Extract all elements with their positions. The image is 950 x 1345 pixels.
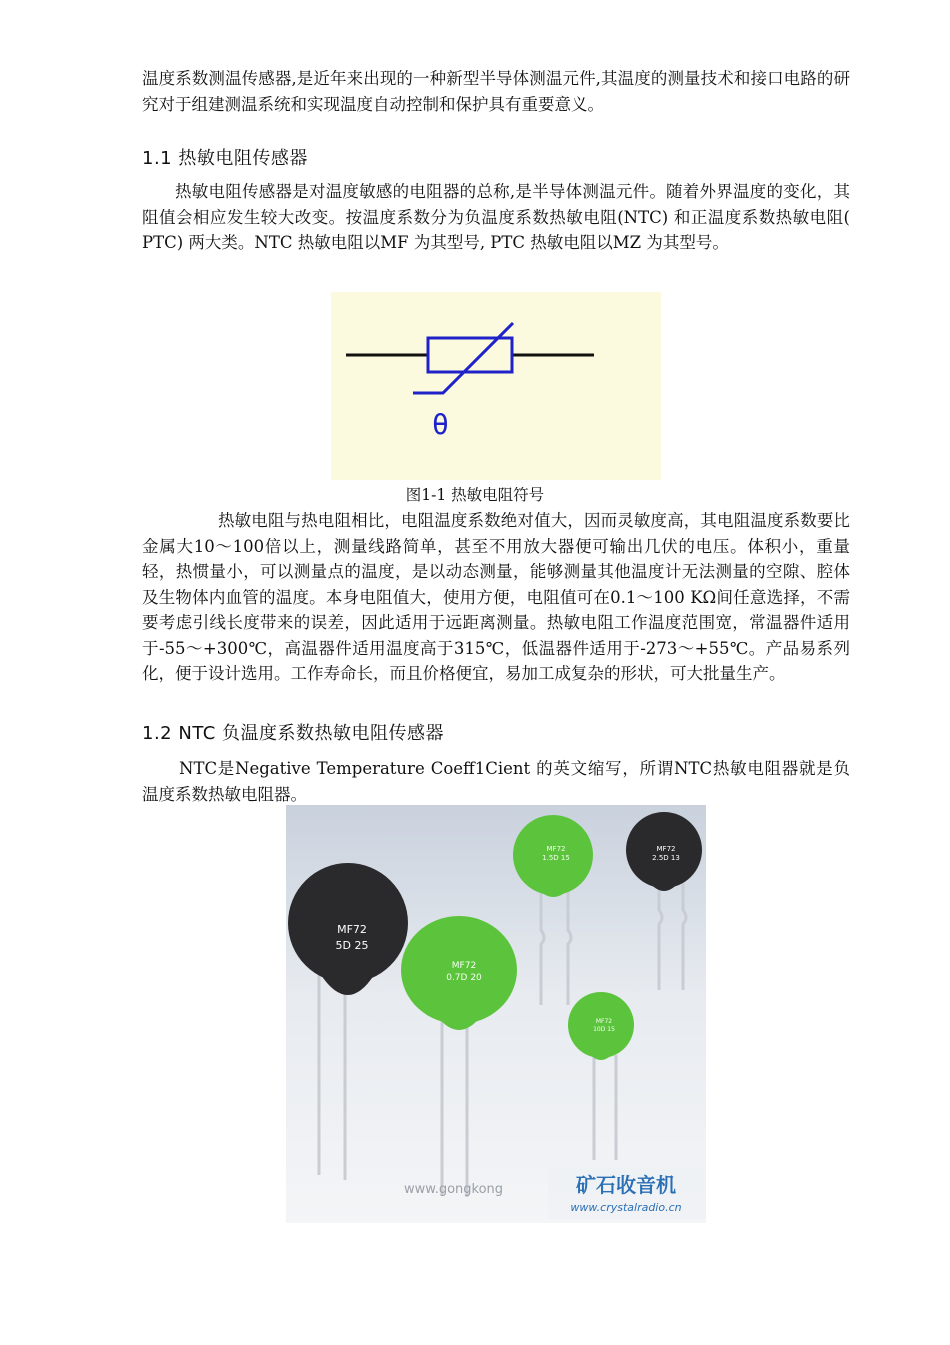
svg-text:MF72: MF72 [595, 1018, 613, 1025]
thermistor-symbol-diagram [331, 292, 661, 480]
section-1-2-heading: 1.2 NTC 负温度系数热敏电阻传感器 [142, 723, 445, 744]
svg-text:MF72: MF72 [451, 961, 477, 971]
svg-text:5D 25: 5D 25 [335, 939, 369, 952]
ntc-thermistor-photo [286, 805, 706, 1223]
svg-text:MF72: MF72 [656, 845, 676, 853]
ntc-photo-illustration [286, 805, 706, 1223]
watermark-url: www.crystalradio.cn [570, 1201, 682, 1214]
svg-text:1.5D 15: 1.5D 15 [542, 854, 570, 862]
section-1-1-heading: 1.1 热敏电阻传感器 [142, 148, 308, 169]
component-2-5d13 [626, 812, 702, 891]
component-1-5d15 [513, 815, 593, 897]
component-10d15 [568, 992, 634, 1060]
svg-text:MF72: MF72 [337, 923, 367, 936]
svg-text:10D 15: 10D 15 [593, 1026, 615, 1033]
watermark-title: 矿石收音机 [576, 1173, 676, 1197]
section-1-2-paragraph: NTC是Negative Temperature Coeff1Cient 的英文缩写，所谓NTC热敏电阻器就是负温度系数热敏电阻器。 [142, 759, 850, 804]
svg-text:MF72: MF72 [546, 845, 566, 853]
section-1-1-paragraph-2: 热敏电阻与热电阻相比，电阻温度系数绝对值大，因而灵敏度高，其电阻温度系数要比金属大10～100倍以上，测量线路简单，甚至不用放大器便可输出几伏的电压。体积小，重量轻，热惯量小，可以测量点的温度，是以动态测量，能够测量其他温度计无法测量的空隙、腔体及生物体内血管的温度。本身电阻值大，使用方便，电阻值可在0.1～100 KΩ间任意选择，不需要考虑引线长度带来的误差，因此适用于远距离测量。热敏电阻工作温度范围宽，常温器件适用于-55～+300℃，高温器件适用温度高于315℃，低温器件适用于-273～+55℃。产品易系列化，便于设计选用。工作寿命长，而且价格便宜，易加工成复杂的形状，可大批量生产。 [142, 511, 850, 683]
figure-1-1-caption: 图1-1 热敏电阻符号 [405, 486, 545, 504]
intro-paragraph: 温度系数测温传感器,是近年来出现的一种新型半导体测温元件,其温度的测量技术和接口电路的研究对于组建测温系统和实现温度自动控制和保护具有重要意义。 [142, 69, 850, 114]
component-0-7d20 [401, 916, 517, 1030]
section-1-1-paragraph: 热敏电阻传感器是对温度敏感的电阻器的总称,是半导体测温元件。随着外界温度的变化，其阻值会相应发生较大改变。按温度系数分为负温度系数热敏电阻(NTC) 和正温度系数热敏电阻( PTC) 两大类。NTC 热敏电阻以MF 为其型号, PTC 热敏电阻以MZ 为其型号。 [142, 182, 850, 252]
component-5d25 [288, 863, 408, 995]
svg-text:0.7D 20: 0.7D 20 [446, 973, 482, 983]
thermistor-symbol-figure [331, 292, 661, 480]
watermark-gongkong: www.gongkong [404, 1182, 504, 1197]
svg-text:2.5D 13: 2.5D 13 [652, 854, 680, 862]
theta-label: θ [432, 408, 449, 441]
